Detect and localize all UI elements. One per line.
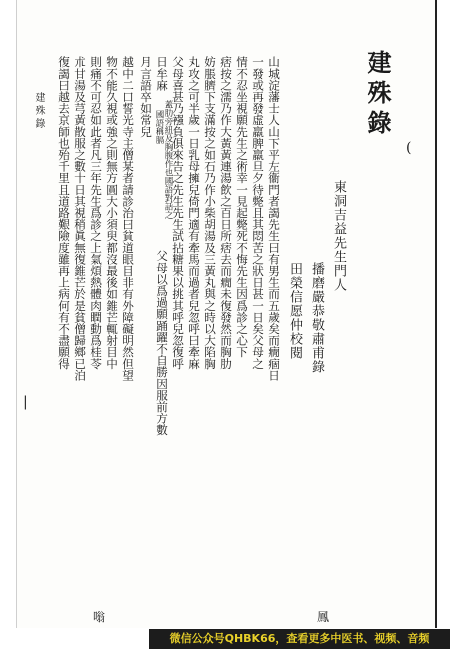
book-title: 建殊錄 xyxy=(363,50,392,140)
editor-line-1: 播磨嚴恭敬肅甫錄 xyxy=(309,262,324,374)
text-column: 月言語卒如常兒 xyxy=(139,56,153,138)
text-column-continued: 父母以爲過願踊躍不自勝因服前方數 xyxy=(155,250,169,436)
text-column: 朮甘湯及芎黃散服之數十日其視稍眞無復錐芒於是貧僧歸鄉已泊 xyxy=(73,56,87,381)
text-column: 則痛不可忍如此者凡三年先生爲診之上氣煩熱體肉瞤動爲桂苓 xyxy=(89,56,103,370)
text-column: 痞按之濡乃作大黃黃連湯飲之百日所痞去而癇未復發然而胸肋 xyxy=(219,56,233,370)
text-column: 日牟麻 xyxy=(155,56,169,91)
wechat-banner: 微信公众号QHBK66，查看更多中医书、视频、音频 xyxy=(149,629,450,649)
text-column: 丸攻之可半歲一日乳母擁兒倚門適有牽馬而過者兒忽呼曰牽麻 xyxy=(187,56,201,370)
text-column: 妨脹臍下支滿按之如石乃作小柴胡湯及三黃丸與之時以大陷胸 xyxy=(203,56,217,370)
margin-label: 建殊錄 xyxy=(33,92,44,131)
annotation-note: 國語稱膈 xyxy=(154,110,164,144)
footer-char-left: 鳳 xyxy=(317,610,330,624)
author-line: 東洞吉益先生門人 xyxy=(331,180,346,292)
text-column: 物不能久視或強之則無方圓大小須臾都沒最後如錐芒輒射目中 xyxy=(105,56,119,370)
text-column: 父母喜甚乃襁負俱來告之先生先生試拈糖果以挑其呼兒忽復呼 xyxy=(171,56,185,370)
editor-line-2: 田榮信愿仲校閱 xyxy=(287,262,302,360)
text-column: 一發或再發虛羸脾羸旦夕待斃且其悶苦之狀日甚一日矣父母之 xyxy=(251,56,265,370)
margin-tick: ( xyxy=(406,140,412,156)
text-column: 復謁曰越去京師也殆千里且道路艱險度雖再上病何有不盡願得 xyxy=(57,56,71,370)
annotation-note: 蓋肋旁紐及胸腹作也國語對話之 xyxy=(163,100,173,219)
margin-tick: | xyxy=(23,394,28,410)
text-column: 情不忍坐視願先生之術幸一見起斃死不悔先生因爲診之心下 xyxy=(235,56,249,358)
footer-char-center: 嗡 xyxy=(93,610,106,624)
book-page xyxy=(16,0,437,628)
text-column: 越中二口誓光寺主僧某者請診治曰貧道眼目非有外障礙明然但望 xyxy=(121,56,135,381)
text-column: 山城淀藩士人山下平左衞門者謁先生曰有男生而五歲矣而癇痼日 xyxy=(267,56,281,381)
